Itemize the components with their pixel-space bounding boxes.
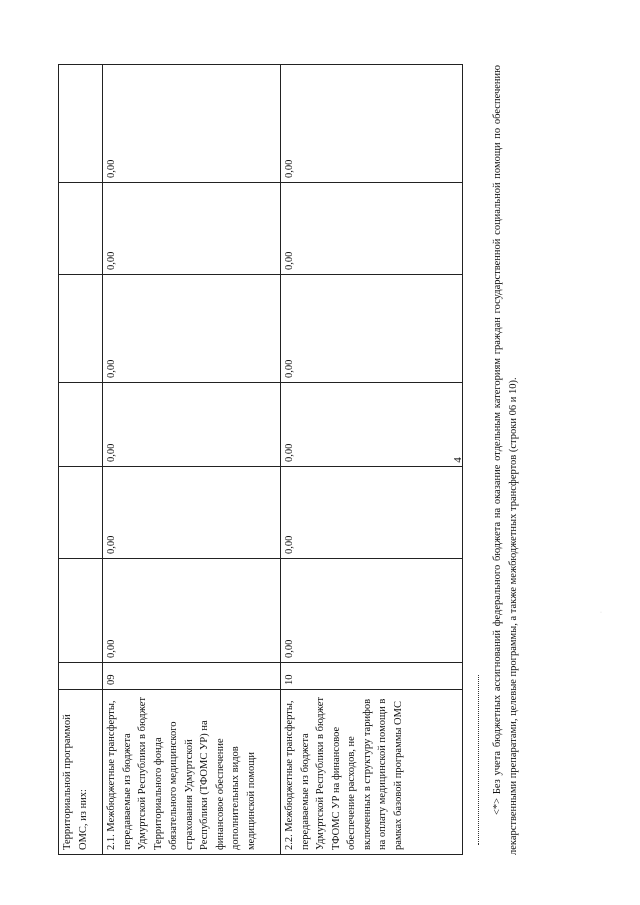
value-cell: 0,00 xyxy=(281,275,463,383)
code-cell xyxy=(59,663,103,690)
row-code: 09 xyxy=(103,663,281,690)
value-cell xyxy=(59,65,103,183)
value-cell xyxy=(59,467,103,559)
financing-table xyxy=(58,64,463,855)
table-row xyxy=(281,65,463,855)
value-cell xyxy=(59,383,103,467)
scan-speck: · xyxy=(600,610,602,616)
table-row xyxy=(103,65,281,855)
value-cell xyxy=(59,275,103,383)
row-label: 2.2. Межбюджетные трансферты, передаваемые из бюджета Удмуртской Республики в бюджет ТФОМС УР на финансовое обеспечение расходов, не включенных в структуру тарифов на оплату медицинской помощи в рамках базовой программы ОМС xyxy=(281,690,463,855)
value-cell: 0,00 xyxy=(281,65,463,183)
value-cell: 0,00 xyxy=(103,559,281,663)
value-cell: 0,00 xyxy=(281,559,463,663)
rotated-page xyxy=(58,10,618,855)
row-label: 2.1. Межбюджетные трансферты, передаваемые из бюджета Удмуртской Республики в бюджет Территориального фонда обязательного медицинского страхования Удмуртской Республики (ТФОМС УР) на финансовое обеспечение дополнительных видов медицинской помощи xyxy=(103,690,281,855)
value-cell: 0,00 xyxy=(103,467,281,559)
value-cell: 0,00 xyxy=(103,183,281,275)
value-cell: 0,00 xyxy=(281,383,463,467)
value-cell xyxy=(59,559,103,663)
value-cell: 0,00 xyxy=(103,65,281,183)
table-row-header xyxy=(59,65,103,855)
value-cell: 0,00 xyxy=(103,275,281,383)
footnote-text: <*> Без учета бюджетных ассигнований федерального бюджета на оказание отдельным категориям граждан государственной социальной помощи по обеспечению лекарственными препаратами, целевые программы, а также межбюджетных трансфертов (строки 06 и 10). xyxy=(492,65,519,855)
value-cell: 0,00 xyxy=(281,467,463,559)
page-number: 4 xyxy=(452,457,464,463)
footnote xyxy=(490,65,522,855)
footnote-separator xyxy=(478,675,479,845)
row-code: 10 xyxy=(281,663,463,690)
row-label: Территориальной программой ОМС, из них: xyxy=(59,690,103,855)
value-cell xyxy=(59,183,103,275)
value-cell: 0,00 xyxy=(281,183,463,275)
value-cell: 0,00 xyxy=(103,383,281,467)
